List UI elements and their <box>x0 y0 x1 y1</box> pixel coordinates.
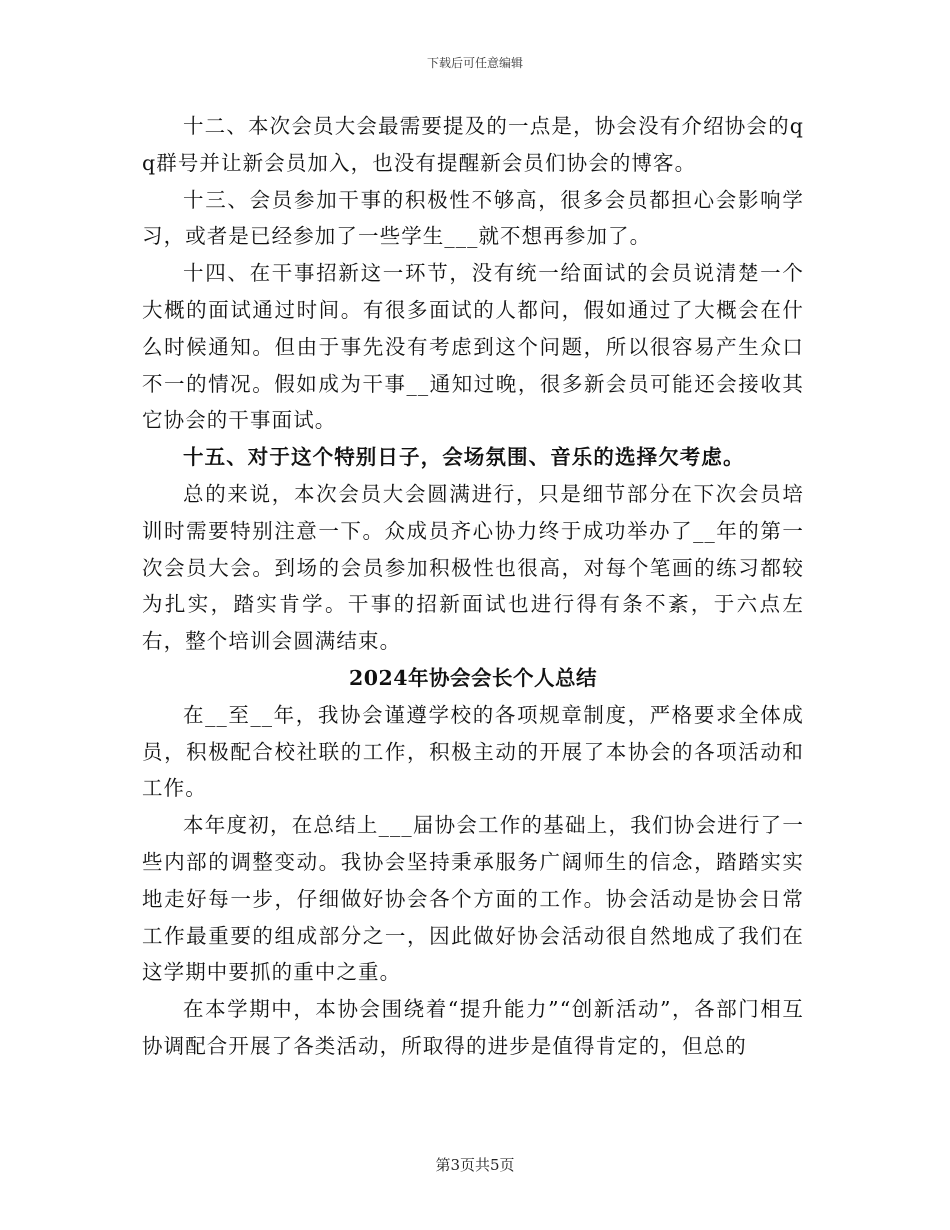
paragraph-year-start: 本年度初，在总结上___届协会工作的基础上，我们协会进行了一些内部的调整变动。我协会坚持秉承服务广阔师生的信念，踏踏实实地走好每一步，仔细做好协会各个方面的工作。协会活动是协会日常工作最重要的组成部分之一，因此做好协会活动很自然地成了我们在这学期中要抓的重中之重。 <box>142 813 804 985</box>
page-footer: 第3页共5页 <box>435 1156 515 1174</box>
page-header: 下载后可任意编辑 <box>426 56 523 70</box>
document-body <box>142 108 804 1065</box>
paragraph-summary: 总的来说，本次会员大会圆满进行，只是细节部分在下次会员培训时需要特别注意一下。众成员齐心协力终于成功举办了__年的第一次会员大会。到场的会员参加积极性也很高，对每个笔画的练习都较为扎实，踏实肯学。干事的招新面试也进行得有条不紊，于六点左右，整个培训会圆满结束。 <box>142 481 804 654</box>
paragraph-fourteen: 十四、在干事招新这一环节，没有统一给面试的会员说清楚一个大概的面试通过时间。有很多面试的人都问，假如通过了大概会在什么时候通知。但由于事先没有考虑到这个问题，所以很容易产生众口不一的情况。假如成为干事__通知过晚，很多新会员可能还会接收其它协会的干事面试。 <box>142 261 804 433</box>
paragraph-twelve: 十二、本次会员大会最需要提及的一点是，协会没有介绍协会的qq群号并让新会员加入，也没有提醒新会员们协会的博客。 <box>142 114 804 175</box>
paragraph-fifteen: 十五、对于这个特别日子，会场氛围、音乐的选择欠考虑。 <box>183 445 745 470</box>
section-heading: 2024年协会会长个人总结 <box>348 665 598 690</box>
paragraph-intro: 在__至__年，我协会谨遵学校的各项规章制度，严格要求全体成员，积极配合校社联的工作，积极主动的开展了本协会的各项活动和工作。 <box>142 702 804 801</box>
paragraph-thirteen: 十三、会员参加干事的积极性不够高，很多会员都担心会影响学习，或者是已经参加了一些学生___就不想再参加了。 <box>142 187 804 249</box>
paragraph-semester: 在本学期中，本协会围绕着“提升能力”“创新活动”，各部门相互协调配合开展了各类活动，所取得的进步是值得肯定的，但总的 <box>142 997 804 1058</box>
